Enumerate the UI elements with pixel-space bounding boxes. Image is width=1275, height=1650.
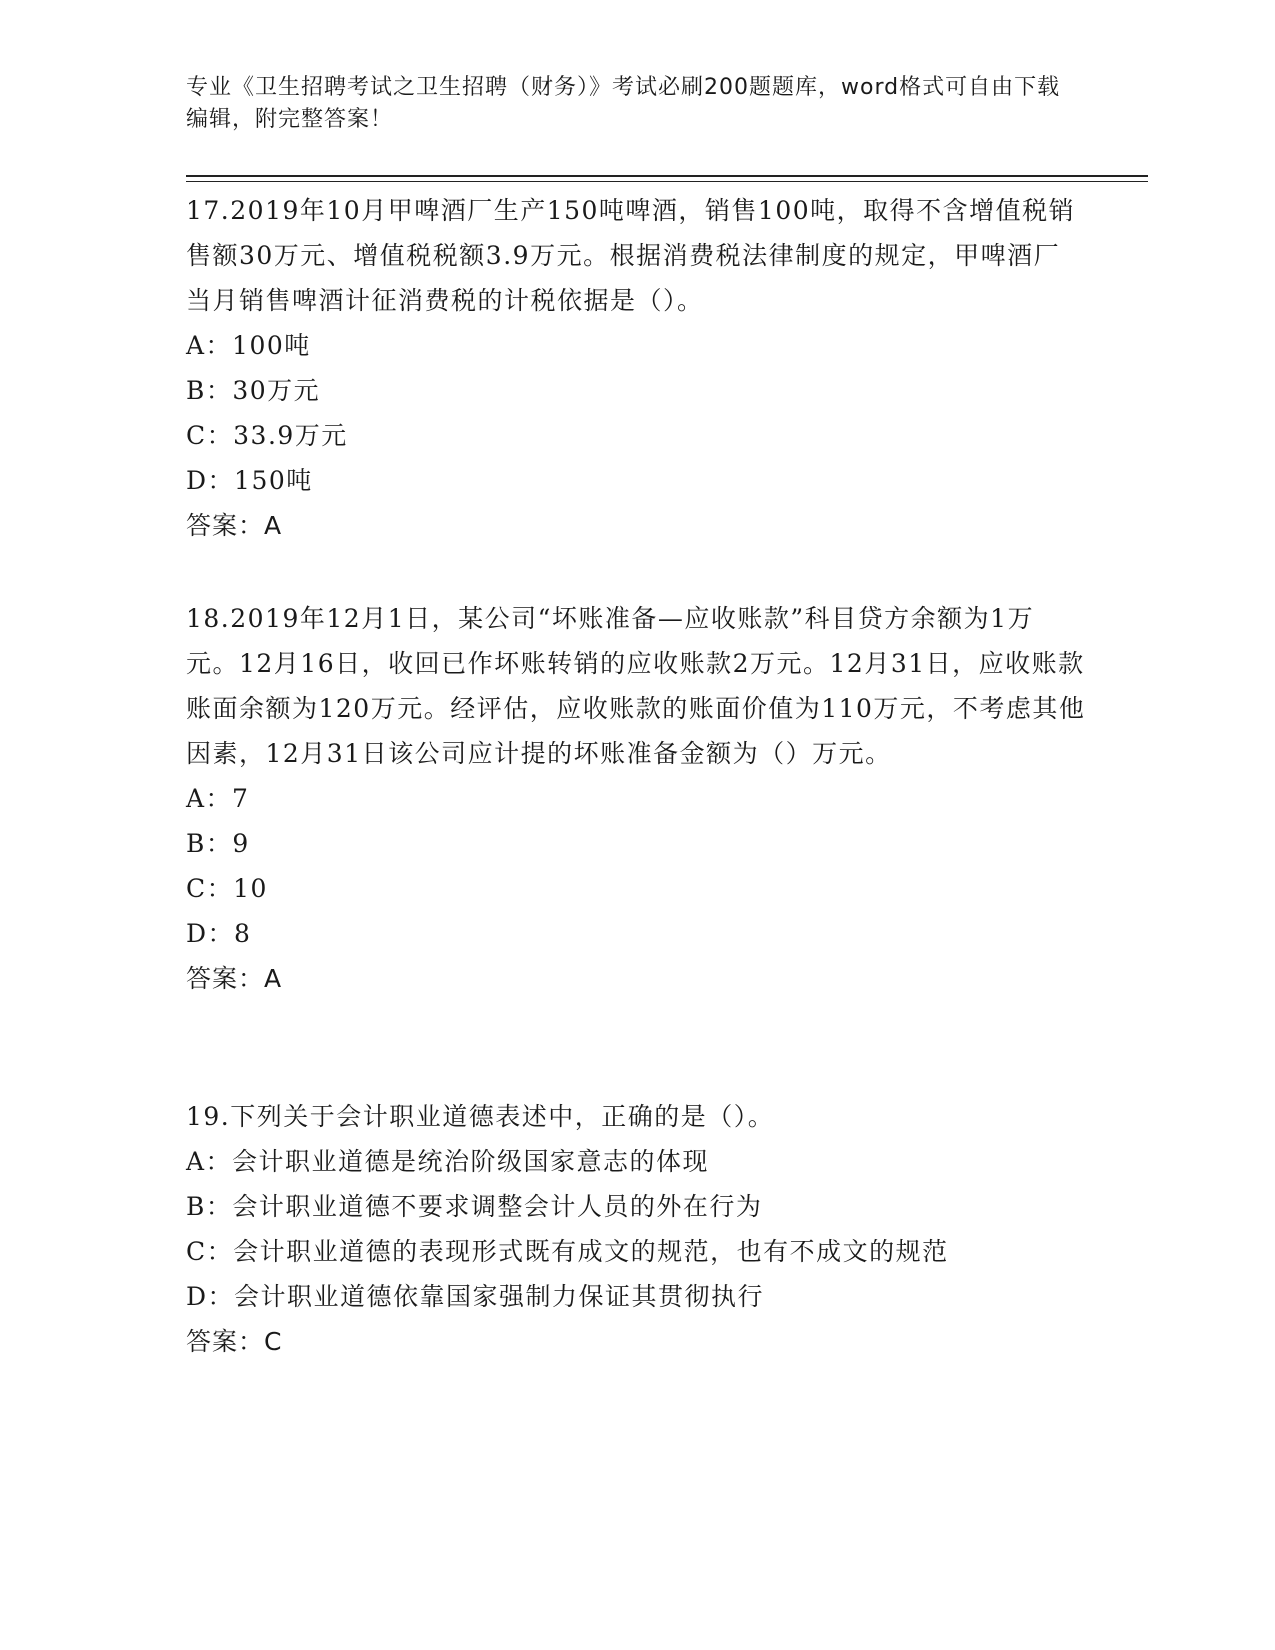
question-18 xyxy=(186,596,1086,1001)
option-a: A：7 xyxy=(186,784,250,813)
option-d: D：会计职业道德依靠国家强制力保证其贯彻执行 xyxy=(186,1282,765,1311)
header-divider-thick xyxy=(186,175,1148,177)
document-header: 专业《卫生招聘考试之卫生招聘（财务）》考试必刷200题题库，word格式可自由下载编辑，附完整答案！ xyxy=(186,75,1061,132)
question-stem: 17.2019年10月甲啤酒厂生产150吨啤酒，销售100吨，取得不含增值税销售额30万元、增值税税额3.9万元。根据消费税法律制度的规定，甲啤酒厂当月销售啤酒计征消费税的计税依据是（）。 xyxy=(186,196,1076,315)
answer-line: 答案：A xyxy=(186,964,283,993)
option-a: A：会计职业道德是统治阶级国家意志的体现 xyxy=(186,1147,710,1176)
option-d: D：150吨 xyxy=(186,466,313,495)
answer-line: 答案：C xyxy=(186,1327,283,1356)
header-divider-thin xyxy=(186,181,1148,182)
option-b: B：30万元 xyxy=(186,376,321,405)
option-c: C：33.9万元 xyxy=(186,421,348,450)
question-stem: 19.下列关于会计职业道德表述中，正确的是（）。 xyxy=(186,1102,775,1131)
option-b: B：9 xyxy=(186,829,250,858)
option-a: A：100吨 xyxy=(186,331,311,360)
question-17 xyxy=(186,188,1086,548)
option-c: C：会计职业道德的表现形式既有成文的规范，也有不成文的规范 xyxy=(186,1237,949,1266)
answer-line: 答案：A xyxy=(186,511,283,540)
option-b: B：会计职业道德不要求调整会计人员的外在行为 xyxy=(186,1192,763,1221)
question-stem: 18.2019年12月1日，某公司“坏账准备—应收账款”科目贷方余额为1万元。12月16日，收回已作坏账转销的应收账款2万元。12月31日，应收账款账面余额为120万元。经评估，应收账款的账面价值为110万元，不考虑其他因素，12月31日该公司应计提的坏账准备金额为（）万元。 xyxy=(186,604,1086,768)
option-c: C：10 xyxy=(186,874,268,903)
option-d: D：8 xyxy=(186,919,252,948)
question-19 xyxy=(186,1094,1086,1364)
